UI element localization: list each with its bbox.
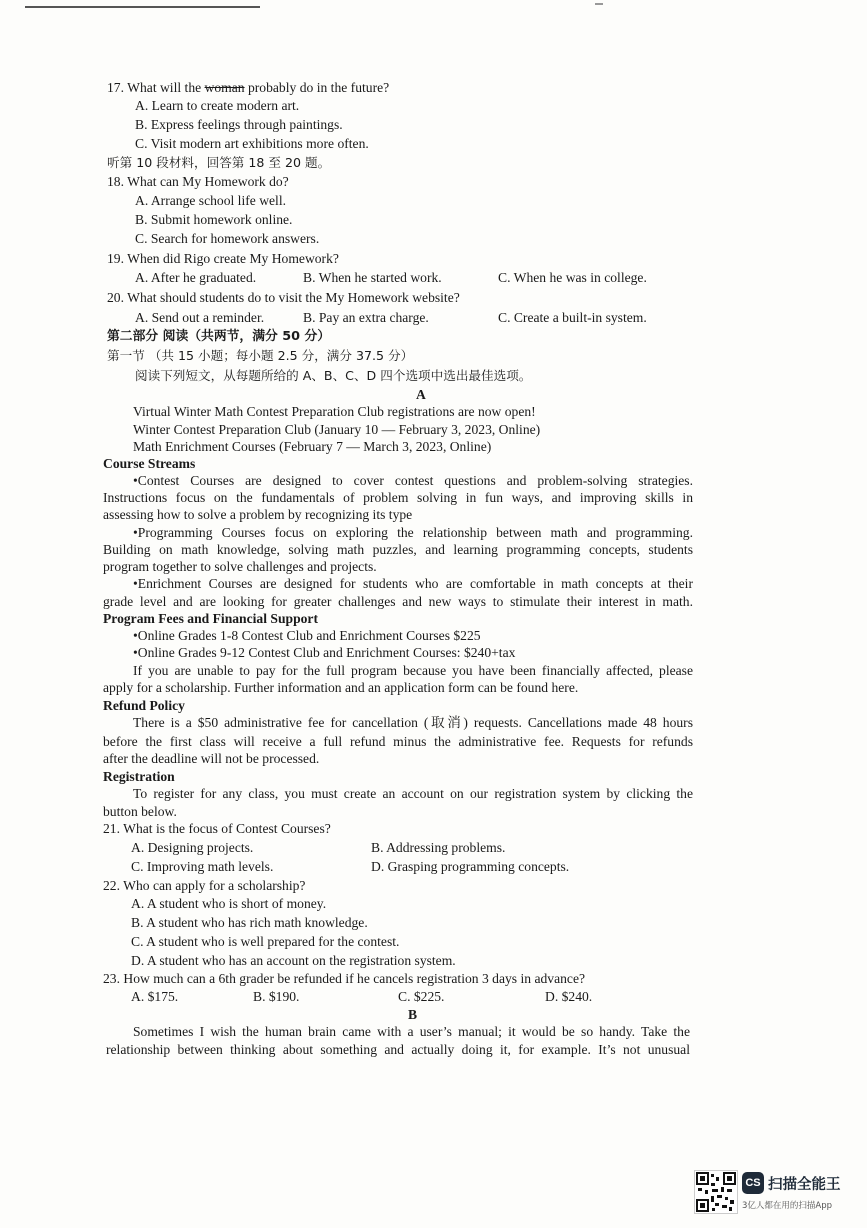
passage-a-intro-2: Winter Contest Preparation Club (January 10 — February 3, 2023, Online) — [133, 422, 541, 437]
question-23-option-a: A. $175. — [131, 989, 179, 1004]
question-20-option-c: C. Create a built-in system. — [498, 310, 647, 325]
question-18-option-c: C. Search for homework answers. — [135, 231, 320, 246]
heading-refund-policy: Refund Policy — [103, 698, 185, 713]
qr-code-icon — [694, 1170, 738, 1214]
question-20-stem: 20. What should students do to visit the My Homework website? — [107, 290, 460, 305]
question-17-option-a: A. Learn to create modern art. — [135, 98, 300, 113]
question-22-option-c: C. A student who is well prepared for the contest. — [131, 934, 400, 949]
streams-programming-line-2: Building on math knowledge, solving math puzzles, and learning programming concepts, students — [103, 542, 693, 557]
question-17-stem-pre: What will the — [127, 80, 205, 95]
question-19-option-a: A. After he graduated. — [135, 270, 257, 285]
passage-b-label: B — [408, 1007, 418, 1022]
question-17-stem-post: probably do in the future? — [244, 80, 390, 95]
question-18-option-b: B. Submit homework online. — [135, 212, 293, 227]
heading-course-streams: Course Streams — [103, 456, 196, 471]
fee-grades-1-8: •Online Grades 1-8 Contest Club and Enrichment Courses $225 — [133, 628, 481, 643]
question-21-option-c: C. Improving math levels. — [131, 859, 274, 874]
passage-a-intro-1: Virtual Winter Math Contest Preparation Club registrations are now open! — [133, 404, 536, 419]
section-1-instruction: 阅读下列短文，从每题所给的 A、B、C、D 四个选项中选出最佳选项。 — [135, 368, 532, 383]
camscanner-logo-icon: CS — [742, 1172, 764, 1194]
refund-line-3: after the deadline will not be processed. — [103, 751, 320, 766]
question-23-option-b: B. $190. — [253, 989, 300, 1004]
question-20-option-a: A. Send out a reminder. — [135, 310, 265, 325]
streams-contest-line-3: assessing how to solve a problem by recognizing its type — [103, 507, 413, 522]
heading-program-fees: Program Fees and Financial Support — [103, 611, 318, 626]
question-22-option-d: D. A student who has an account on the registration system. — [131, 953, 456, 968]
fee-paragraph-line-2: apply for a scholarship. Further information and an application form can be found here. — [103, 680, 579, 695]
question-21-option-b: B. Addressing problems. — [371, 840, 506, 855]
section-instruction-10: 听第 10 段材料，回答第 18 至 20 题。 — [107, 155, 331, 170]
registration-line-2: button below. — [103, 804, 177, 819]
refund-line-2: before the first class will receive a full refund minus the administrative fee. Requests for refunds — [103, 734, 693, 749]
passage-a-intro-3: Math Enrichment Courses (February 7 — March 3, 2023, Online) — [133, 439, 492, 454]
part-2-title: 第二部分 阅读（共两节，满分 50 分） — [107, 329, 331, 344]
question-19-option-c: C. When he was in college. — [498, 270, 647, 285]
streams-programming-line-3: program together to solve challenges and projects. — [103, 559, 377, 574]
scan-speck — [595, 3, 603, 5]
fee-grades-9-12: •Online Grades 9-12 Contest Club and Enrichment Courses: $240+tax — [133, 645, 516, 660]
question-21-option-d: D. Grasping programming concepts. — [371, 859, 570, 874]
question-23-stem: 23. How much can a 6th grader be refunded if he cancels registration 3 days in advance? — [103, 971, 586, 986]
streams-enrichment-line-2: grade level and are looking for greater challenges and new ways to stimulate their interest in math. — [103, 594, 693, 609]
passage-b-line-2: relationship between thinking about something and actually doing it, for example. It’s not unusual — [106, 1042, 690, 1057]
passage-a-label: A — [416, 387, 426, 402]
question-18-stem: 18. What can My Homework do? — [107, 174, 289, 189]
question-18-option-a: A. Arrange school life well. — [135, 193, 286, 208]
registration-line-1: To register for any class, you must create an account on our registration system by clicking the — [133, 786, 693, 801]
question-22-option-b: B. A student who has rich math knowledge. — [131, 915, 368, 930]
question-17-stem — [107, 79, 389, 96]
question-21-option-a: A. Designing projects. — [131, 840, 254, 855]
scanner-app-name: 扫描全能王 — [768, 1177, 841, 1193]
streams-enrichment-line-1: •Enrichment Courses are designed for students who are comfortable in math concepts at their — [133, 576, 693, 591]
question-19-stem: 19. When did Rigo create My Homework? — [107, 251, 339, 266]
question-17-stem-strike: woman — [204, 80, 245, 95]
streams-programming-line-1: •Programming Courses focus on exploring the relationship between math and programming. — [133, 525, 693, 540]
question-17-option-b: B. Express feelings through paintings. — [135, 117, 343, 132]
question-22-stem: 22. Who can apply for a scholarship? — [103, 878, 306, 893]
question-23-option-c: C. $225. — [398, 989, 445, 1004]
question-21-stem: 21. What is the focus of Contest Courses? — [103, 821, 331, 836]
streams-contest-line-1: •Contest Courses are designed to cover contest questions and problem-solving strategies. — [133, 473, 693, 488]
streams-contest-line-2: Instructions focus on the fundamentals of problem solving in fun ways, and improving skills in — [103, 490, 693, 505]
question-17-number: 17. — [107, 80, 124, 95]
question-19-option-b: B. When he started work. — [303, 270, 442, 285]
heading-registration: Registration — [103, 769, 175, 784]
fee-paragraph-line-1: If you are unable to pay for the full program because you have been financially affected, please — [133, 663, 693, 678]
question-17-option-c: C. Visit modern art exhibitions more often. — [135, 136, 369, 151]
scan-top-line — [25, 6, 260, 8]
question-22-option-a: A. A student who is short of money. — [131, 896, 327, 911]
refund-line-1: There is a $50 administrative fee for cancellation (取消) requests. Cancellations made 48 hours — [133, 715, 693, 730]
question-20-option-b: B. Pay an extra charge. — [303, 310, 429, 325]
passage-b-line-1: Sometimes I wish the human brain came with a user’s manual; it would be so handy. Take the — [133, 1024, 690, 1039]
question-23-option-d: D. $240. — [545, 989, 593, 1004]
scanner-watermark — [694, 1168, 854, 1216]
scanner-app-tagline: 3亿人都在用的扫描App — [742, 1201, 833, 1211]
section-1-title: 第一节 （共 15 小题；每小题 2.5 分，满分 37.5 分） — [107, 348, 414, 363]
